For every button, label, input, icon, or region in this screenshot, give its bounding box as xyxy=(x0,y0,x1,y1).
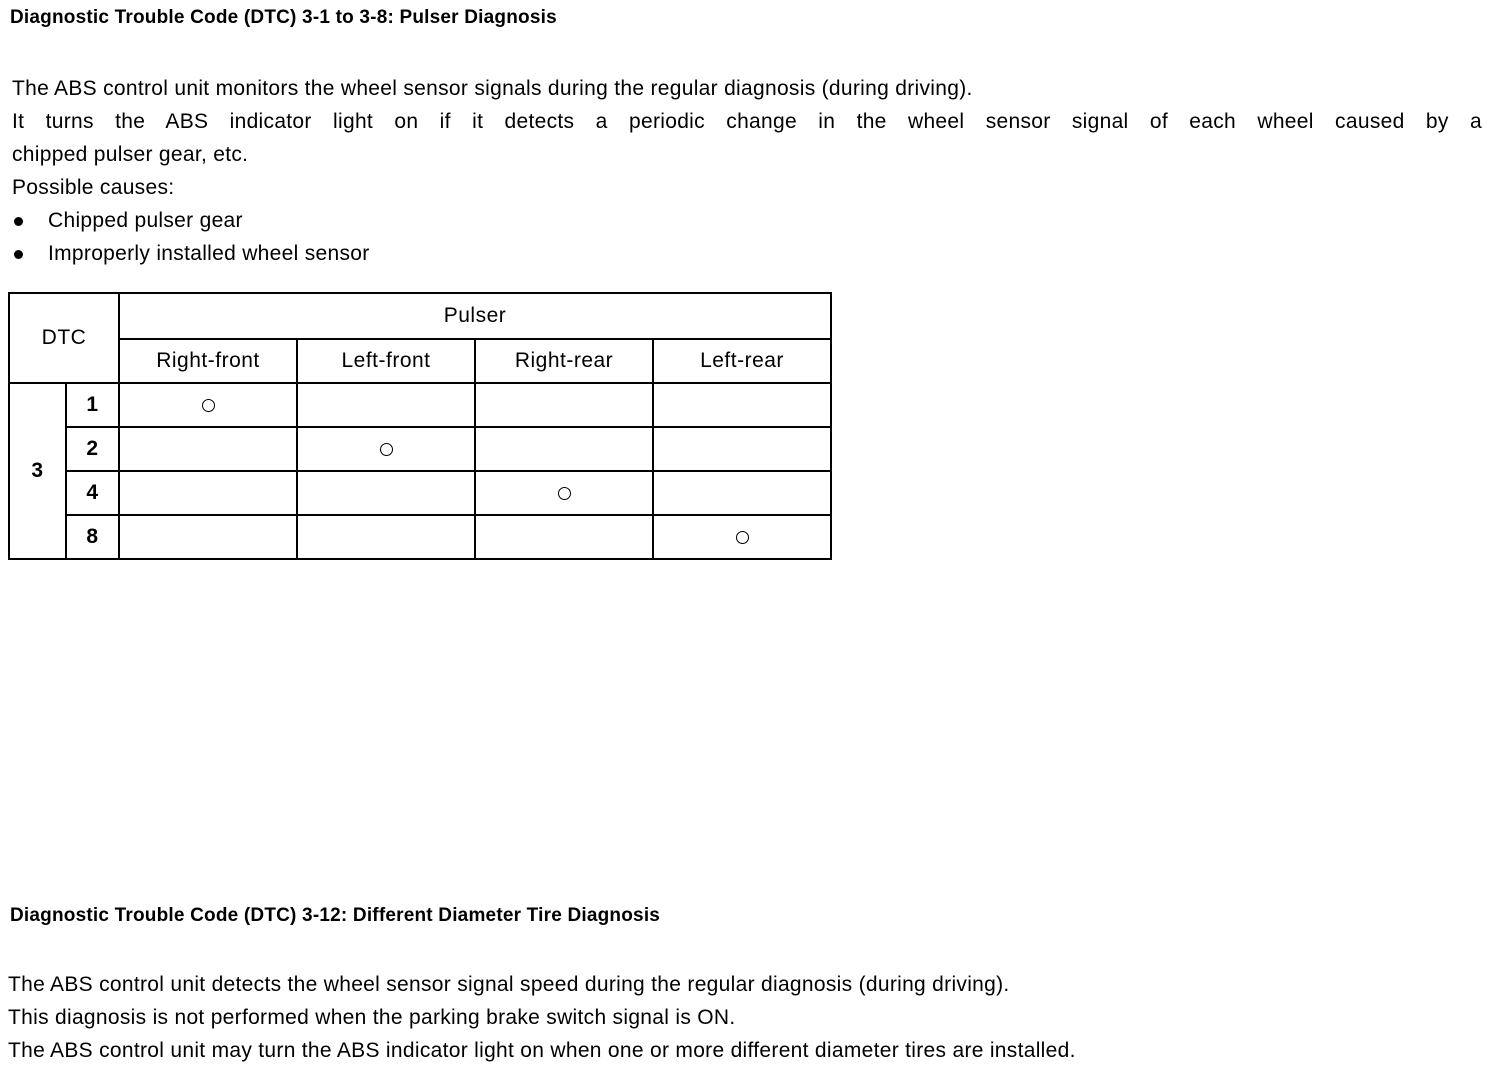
table-cell xyxy=(653,383,831,427)
table-row xyxy=(9,515,831,559)
table-cell xyxy=(119,383,297,427)
section1-line3: chipped pulser gear, etc. xyxy=(12,143,249,166)
table-cell xyxy=(475,383,653,427)
bullet-icon xyxy=(14,217,23,226)
table-cell xyxy=(653,427,831,471)
circle-mark-icon xyxy=(202,399,215,412)
causes-label: Possible causes: xyxy=(12,176,175,199)
bullet-icon xyxy=(14,250,23,259)
table-cell xyxy=(119,471,297,515)
table-cell xyxy=(653,471,831,515)
table-cell xyxy=(119,427,297,471)
circle-mark-icon xyxy=(380,443,393,456)
section2-title: Diagnostic Trouble Code (DTC) 3-12: Different Diameter Tire Diagnosis xyxy=(10,905,661,926)
table-cell xyxy=(475,471,653,515)
table-cell xyxy=(119,515,297,559)
table-cell xyxy=(297,515,475,559)
column-header: Right-front xyxy=(119,339,297,383)
table-header-row xyxy=(9,293,831,339)
circle-mark-icon xyxy=(736,531,749,544)
dtc-header: DTC xyxy=(9,293,119,383)
sub-code-cell: 8 xyxy=(66,515,119,559)
cause-item xyxy=(12,204,1482,237)
section1-line1: The ABS control unit monitors the wheel sensor signals during the regular diagnosis (during driving). xyxy=(12,77,973,100)
table-cell xyxy=(475,515,653,559)
sub-code-cell: 1 xyxy=(66,383,119,427)
pulser-header: Pulser xyxy=(119,293,831,339)
section1-title: Diagnostic Trouble Code (DTC) 3-1 to 3-8: Pulser Diagnosis xyxy=(10,7,557,28)
table-cell xyxy=(653,515,831,559)
table-cell xyxy=(297,471,475,515)
column-header: Right-rear xyxy=(475,339,653,383)
section2-paragraph xyxy=(8,968,1478,1067)
column-header: Left-front xyxy=(297,339,475,383)
cause-text: Improperly installed wheel sensor xyxy=(48,242,370,265)
section1-line2: It turns the ABS indicator light on if it detects a periodic change in the wheel sensor signal of each wheel caused by a xyxy=(12,110,1482,133)
sub-code-cell: 4 xyxy=(66,471,119,515)
dtc-pulser-table xyxy=(8,292,832,560)
sub-code-cell: 2 xyxy=(66,427,119,471)
table-row xyxy=(9,383,831,427)
table-cell xyxy=(297,427,475,471)
cause-text: Chipped pulser gear xyxy=(48,209,243,232)
table-cell xyxy=(475,427,653,471)
section2-line2: This diagnosis is not performed when the parking brake switch signal is ON. xyxy=(8,1006,736,1029)
section1-paragraph xyxy=(12,72,1482,270)
main-code-cell: 3 xyxy=(9,383,66,559)
table-cell xyxy=(297,383,475,427)
circle-mark-icon xyxy=(558,487,571,500)
table-row xyxy=(9,427,831,471)
cause-item xyxy=(12,237,1482,270)
table-subheader-row xyxy=(9,339,831,383)
table-row xyxy=(9,471,831,515)
column-header: Left-rear xyxy=(653,339,831,383)
section2-line1: The ABS control unit detects the wheel sensor signal speed during the regular diagnosis (during driving). xyxy=(8,973,1010,996)
section2-line3: The ABS control unit may turn the ABS indicator light on when one or more different diameter tires are installed. xyxy=(8,1039,1076,1062)
